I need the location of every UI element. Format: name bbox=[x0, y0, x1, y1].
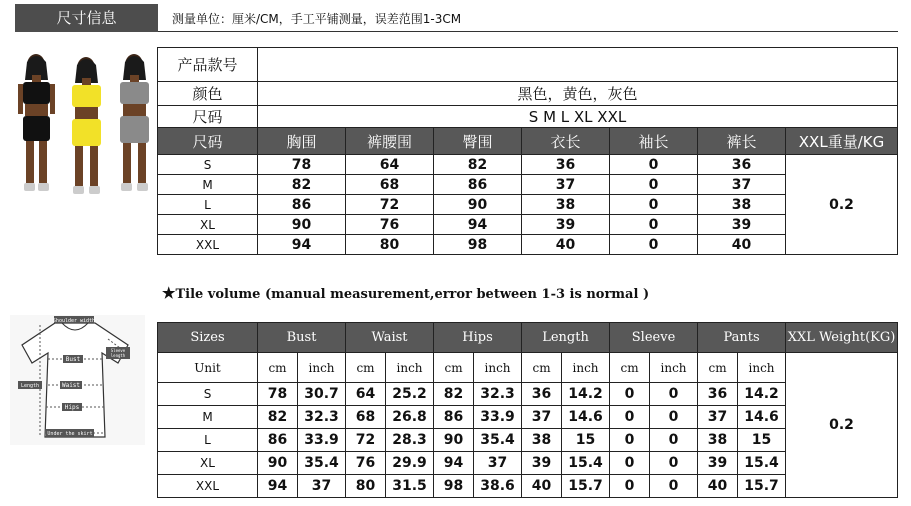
value-cell: 78 bbox=[258, 383, 298, 406]
value-cell: 90 bbox=[258, 215, 346, 235]
col-header-sleeve: 袖长 bbox=[610, 128, 698, 155]
value-cell: 0 bbox=[650, 475, 698, 498]
value-cell: 15.4 bbox=[738, 452, 786, 475]
value-cell: 0 bbox=[610, 215, 698, 235]
value-cell: 80 bbox=[346, 235, 434, 255]
header-divider bbox=[158, 31, 898, 32]
unit-cell: cm bbox=[610, 353, 650, 383]
value-cell: 90 bbox=[434, 195, 522, 215]
col-header-hips: Hips bbox=[434, 323, 522, 353]
value-cell: 14.6 bbox=[562, 406, 610, 429]
value-cell: 37 bbox=[698, 406, 738, 429]
value-cell: 0 bbox=[650, 429, 698, 452]
value-cell: 37 bbox=[522, 406, 562, 429]
col-header-waist: 裤腰围 bbox=[346, 128, 434, 155]
value-cell: 0 bbox=[650, 383, 698, 406]
col-header-sizes: Sizes bbox=[158, 323, 258, 353]
value-cell: 90 bbox=[434, 429, 474, 452]
value-cell: 15.7 bbox=[738, 475, 786, 498]
value-cell: 32.3 bbox=[298, 406, 346, 429]
col-header-length: Length bbox=[522, 323, 610, 353]
unit-cell: inch bbox=[474, 353, 522, 383]
value-cell: 0 bbox=[650, 452, 698, 475]
value-cell: 36 bbox=[522, 155, 610, 175]
value-cell: 86 bbox=[258, 195, 346, 215]
value-cell: 32.3 bbox=[474, 383, 522, 406]
value-cell: 39 bbox=[698, 215, 786, 235]
unit-cell: inch bbox=[386, 353, 434, 383]
value-cell: 64 bbox=[346, 155, 434, 175]
col-header-pants: 裤长 bbox=[698, 128, 786, 155]
value-cell: 86 bbox=[434, 175, 522, 195]
model-black bbox=[18, 54, 55, 191]
value-cell: 82 bbox=[258, 406, 298, 429]
value-cell: 0 bbox=[610, 429, 650, 452]
value-cell: 94 bbox=[434, 452, 474, 475]
col-header-size: 尺码 bbox=[158, 128, 258, 155]
value-cell: 38.6 bbox=[474, 475, 522, 498]
value-cell: 31.5 bbox=[386, 475, 434, 498]
value-cell: 94 bbox=[258, 235, 346, 255]
value-cell: 38 bbox=[698, 429, 738, 452]
value-cell: 0 bbox=[650, 406, 698, 429]
value-cell: 40 bbox=[522, 235, 610, 255]
value-cell: 40 bbox=[698, 475, 738, 498]
label-hips: Hips bbox=[64, 404, 80, 411]
model-yellow bbox=[72, 57, 101, 194]
section-title: 尺寸信息 bbox=[15, 4, 158, 32]
measurement-note-en bbox=[162, 284, 649, 302]
measurement-note: 测量单位：厘米/CM，手工平铺测量，误差范围1-3CM bbox=[172, 12, 462, 26]
model-label: 产品款号 bbox=[158, 48, 258, 82]
label-waist: Waist bbox=[61, 382, 81, 389]
value-cell: 15.7 bbox=[562, 475, 610, 498]
value-cell: 38 bbox=[522, 195, 610, 215]
value-cell: 90 bbox=[258, 452, 298, 475]
value-cell: 37 bbox=[522, 175, 610, 195]
value-cell: 72 bbox=[346, 195, 434, 215]
size-cell: XL bbox=[158, 452, 258, 475]
value-cell: 76 bbox=[346, 452, 386, 475]
value-cell: 82 bbox=[434, 155, 522, 175]
size-table-cn bbox=[157, 47, 898, 255]
model-value bbox=[258, 48, 898, 82]
value-cell: 40 bbox=[522, 475, 562, 498]
value-cell: 94 bbox=[258, 475, 298, 498]
value-cell: 39 bbox=[522, 452, 562, 475]
value-cell: 72 bbox=[346, 429, 386, 452]
value-cell: 14.2 bbox=[562, 383, 610, 406]
unit-label: Unit bbox=[158, 353, 258, 383]
value-cell: 35.4 bbox=[474, 429, 522, 452]
unit-cell: cm bbox=[258, 353, 298, 383]
value-cell: 0 bbox=[610, 452, 650, 475]
value-cell: 26.8 bbox=[386, 406, 434, 429]
value-cell: 38 bbox=[522, 429, 562, 452]
unit-cell: cm bbox=[522, 353, 562, 383]
value-cell: 36 bbox=[522, 383, 562, 406]
value-cell: 14.6 bbox=[738, 406, 786, 429]
col-header-sleeve: Sleeve bbox=[610, 323, 698, 353]
label-sleeve: Sleeve bbox=[110, 348, 126, 353]
size-label: 尺码 bbox=[158, 106, 258, 128]
label-bust: Bust bbox=[65, 356, 81, 363]
size-table-en bbox=[157, 322, 898, 498]
color-label: 颜色 bbox=[158, 82, 258, 106]
col-header-hips: 臀围 bbox=[434, 128, 522, 155]
value-cell: 28.3 bbox=[386, 429, 434, 452]
value-cell: 39 bbox=[522, 215, 610, 235]
value-cell: 64 bbox=[346, 383, 386, 406]
value-cell: 86 bbox=[258, 429, 298, 452]
value-cell: 82 bbox=[434, 383, 474, 406]
unit-cell: inch bbox=[738, 353, 786, 383]
value-cell: 36 bbox=[698, 155, 786, 175]
value-cell: 80 bbox=[346, 475, 386, 498]
size-cell: M bbox=[158, 175, 258, 195]
value-cell: 33.9 bbox=[474, 406, 522, 429]
size-cell: M bbox=[158, 406, 258, 429]
table-row bbox=[158, 155, 898, 175]
color-value: 黑色，黄色，灰色 bbox=[258, 82, 898, 106]
value-cell: 98 bbox=[434, 475, 474, 498]
label-length: Length bbox=[20, 383, 40, 389]
col-header-bust: Bust bbox=[258, 323, 346, 353]
col-header-weight: XXL重量/KG bbox=[786, 128, 898, 155]
value-cell: 15 bbox=[738, 429, 786, 452]
value-cell: 33.9 bbox=[298, 429, 346, 452]
value-cell: 39 bbox=[698, 452, 738, 475]
product-photo bbox=[10, 50, 155, 200]
unit-cell: cm bbox=[346, 353, 386, 383]
value-cell: 0 bbox=[610, 155, 698, 175]
size-cell: XL bbox=[158, 215, 258, 235]
value-cell: 37 bbox=[474, 452, 522, 475]
size-cell: S bbox=[158, 155, 258, 175]
value-cell: 78 bbox=[258, 155, 346, 175]
col-header-weight: XXL Weight(KG) bbox=[786, 323, 898, 353]
value-cell: 94 bbox=[434, 215, 522, 235]
value-cell: 15.4 bbox=[562, 452, 610, 475]
unit-cell: inch bbox=[650, 353, 698, 383]
col-header-bust: 胸围 bbox=[258, 128, 346, 155]
value-cell: 98 bbox=[434, 235, 522, 255]
model-gray bbox=[120, 54, 149, 191]
note-text: Tile volume (manual measurement,error between 1-3 is normal ) bbox=[175, 287, 650, 302]
size-cell: S bbox=[158, 383, 258, 406]
value-cell: 38 bbox=[698, 195, 786, 215]
value-cell: 37 bbox=[698, 175, 786, 195]
col-header-waist: Waist bbox=[346, 323, 434, 353]
value-cell: 82 bbox=[258, 175, 346, 195]
value-cell: 0 bbox=[610, 195, 698, 215]
weight-cell: 0.2 bbox=[786, 155, 898, 255]
star-icon: ★ bbox=[162, 284, 176, 302]
size-cell: L bbox=[158, 195, 258, 215]
size-value: S M L XL XXL bbox=[258, 106, 898, 128]
value-cell: 40 bbox=[698, 235, 786, 255]
value-cell: 29.9 bbox=[386, 452, 434, 475]
value-cell: 0 bbox=[610, 235, 698, 255]
value-cell: 0 bbox=[610, 383, 650, 406]
label-shoulder: Shoulder width bbox=[52, 318, 96, 324]
label-sleeve-2: length bbox=[110, 353, 126, 358]
unit-cell: cm bbox=[698, 353, 738, 383]
value-cell: 76 bbox=[346, 215, 434, 235]
size-cell: XXL bbox=[158, 475, 258, 498]
col-header-pants: Pants bbox=[698, 323, 786, 353]
value-cell: 37 bbox=[298, 475, 346, 498]
value-cell: 25.2 bbox=[386, 383, 434, 406]
value-cell: 68 bbox=[346, 175, 434, 195]
size-cell: L bbox=[158, 429, 258, 452]
size-cell: XXL bbox=[158, 235, 258, 255]
measurement-diagram bbox=[10, 315, 145, 445]
value-cell: 0 bbox=[610, 475, 650, 498]
unit-cell: inch bbox=[298, 353, 346, 383]
value-cell: 30.7 bbox=[298, 383, 346, 406]
value-cell: 0 bbox=[610, 406, 650, 429]
value-cell: 86 bbox=[434, 406, 474, 429]
value-cell: 14.2 bbox=[738, 383, 786, 406]
col-header-length: 衣长 bbox=[522, 128, 610, 155]
weight-cell: 0.2 bbox=[786, 353, 898, 498]
value-cell: 15 bbox=[562, 429, 610, 452]
unit-cell: inch bbox=[562, 353, 610, 383]
unit-cell: cm bbox=[434, 353, 474, 383]
value-cell: 35.4 bbox=[298, 452, 346, 475]
value-cell: 68 bbox=[346, 406, 386, 429]
label-under-skirt: Under the skirt bbox=[47, 431, 93, 437]
value-cell: 0 bbox=[610, 175, 698, 195]
value-cell: 36 bbox=[698, 383, 738, 406]
